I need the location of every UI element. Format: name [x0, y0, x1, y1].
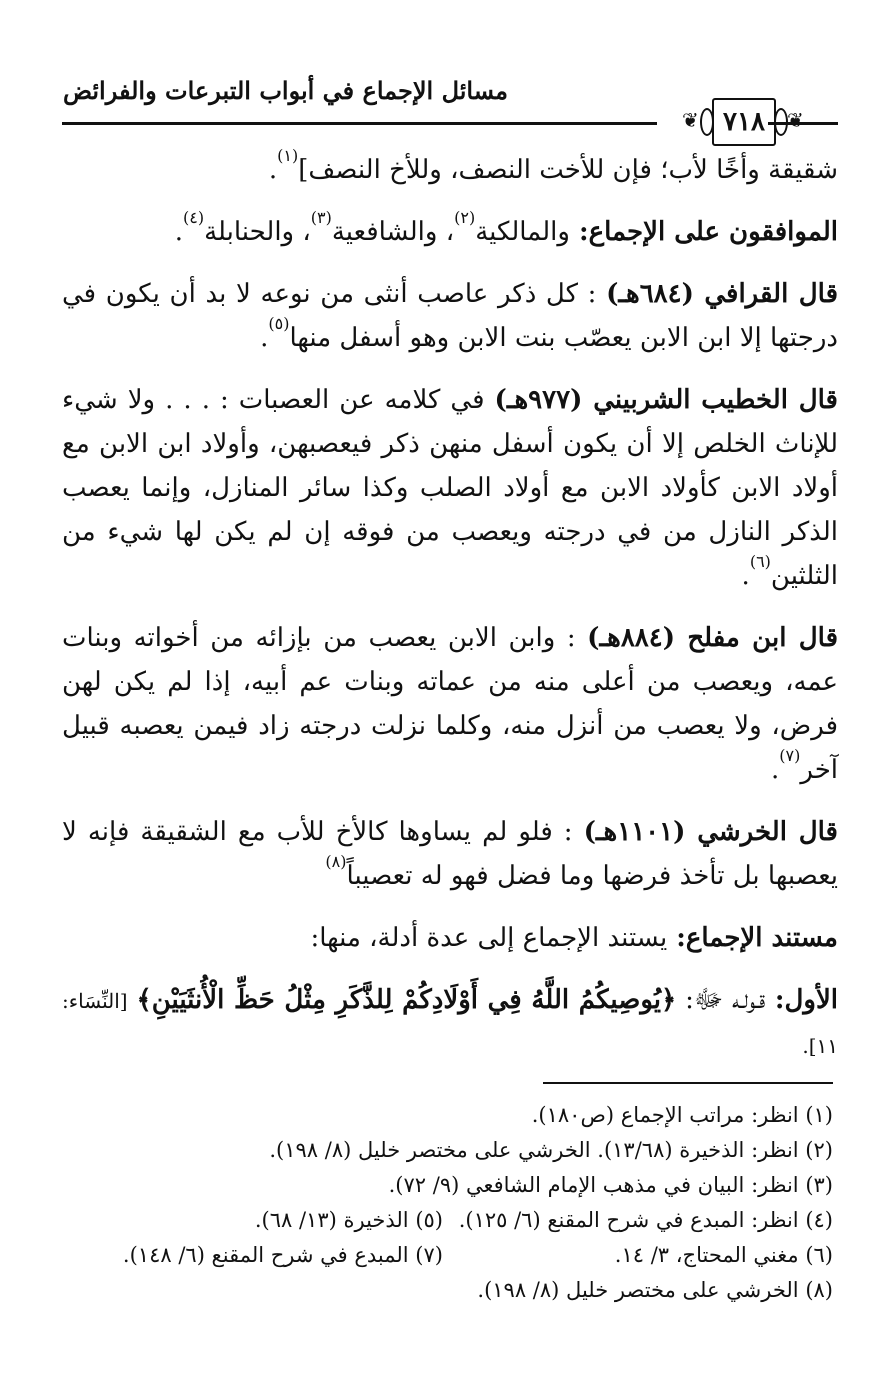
header-rule-left: [62, 122, 657, 125]
footnote: (٨) الخرشي على مختصر خليل (٨/ ١٩٨).: [477, 1278, 833, 1302]
footnote-row: [47, 1203, 833, 1238]
paragraph: قال القرافي (٦٨٤هـ) : كل ذكر عاصب أنثى من نوعه لا بد أن يكون في درجتها إلا ابن الابن يعصّب بنت الابن وهو أسفل منها$^{(٥)}$.: [62, 279, 838, 353]
paragraph: مستند الإجماع: يستند الإجماع إلى عدة أدلة، منها:: [310, 923, 838, 953]
footnotes: [47, 1098, 833, 1308]
footnote: (١) انظر: مراتب الإجماع (ص١٨٠).: [531, 1103, 833, 1127]
page-number: ٧١٨: [712, 98, 776, 146]
footnote: (٤) انظر: المبدع في شرح المقنع (٦/ ١٢٥).: [458, 1208, 833, 1232]
paragraph: الأول: قـولـه ﷻ: ﴿يُوصِيكُمُ اللَّهُ فِي أَوْلَادِكُمْ لِلذَّكَرِ مِثْلُ حَظِّ الْأُنثَيَيْنِ﴾ [النِّسَاء: ١١].: [62, 985, 838, 1058]
verse-reference: [النِّسَاء: ١١].: [62, 989, 838, 1058]
footnote: (٢) انظر: الذخيرة (١٣/٦٨). الخرشي على مختصر خليل (٨/ ١٩٨).: [269, 1138, 833, 1162]
quran-verse: ﴿يُوصِيكُمُ اللَّهُ فِي أَوْلَادِكُمْ لِلذَّكَرِ مِثْلُ حَظِّ الْأُنثَيَيْنِ﴾: [136, 985, 677, 1015]
ornament-icon: ❦: [787, 108, 804, 132]
footnote: (٦) مغني المحتاج، ٣/ ١٤.: [614, 1243, 833, 1267]
footnote-separator: [543, 1082, 833, 1084]
footnote-row: [47, 1238, 833, 1273]
running-title: مسائل الإجماع في أبواب التبرعات والفرائض: [62, 76, 508, 105]
footnote: (٣) انظر: البيان في مذهب الإمام الشافعي (٩/ ٧٢).: [388, 1173, 833, 1197]
page-header: [62, 70, 838, 137]
paragraph: شقيقة وأخًا لأب؛ فإن للأخت النصف، وللأخ النصف]$^{(١)}$.: [268, 146, 838, 185]
paragraph: قال الخطيب الشربيني (٩٧٧هـ) في كلامه عن العصبات : . . . ولا شيء للإناث الخلص إلا أن يكون أسفل منهن ذكر فيعصبهن، وأولاد ابن الابن مع أولاد الابن كأولاد الابن مع أولاد الصلب وكذا سائر المنازل، وإنما يعصب الذكر النازل من في درجته ويعصب من فوقه إن لم يكن لها شيء من الثلثين$^{(٦)}$.: [62, 385, 839, 591]
ornament-icon: ❦: [682, 108, 699, 132]
footnote: (٧) المبدع في شرح المقنع (٦/ ١٤٨).: [122, 1243, 443, 1267]
section-lead: الأول:: [765, 985, 838, 1015]
main-text: [62, 148, 838, 1086]
section-lead: قال الخرشي (١١٠١هـ): [583, 817, 838, 847]
section-lead: قال الخطيب الشربيني (٩٧٧هـ): [494, 385, 838, 415]
section-lead: مستند الإجماع:: [667, 923, 838, 953]
paragraph: قال الخرشي (١١٠١هـ) : فلو لم يساوها كالأخ للأب مع الشقيقة فإنه لا يعصبها بل تأخذ فرضها وما فضل فهو له تعصيباً$^{(٨)}$: [62, 817, 838, 891]
section-lead: الموافقون على الإجماع:: [569, 217, 838, 247]
footnote: (٥) الذخيرة (١٣/ ٦٨).: [254, 1208, 443, 1232]
paragraph: قال ابن مفلح (٨٨٤هـ) : وابن الابن يعصب من بإزائه من أخواته وبنات عمه، ويعصب من أعلى منه من عماته وبنات عم أبيه، إذا لم يكن لهن فرض، ولا يعصب من أنزل منه، وكلما نزلت درجته زاد فيمن يعصبه قبيل آخر$^{(٧)}$.: [62, 623, 838, 785]
section-lead: قال ابن مفلح (٨٨٤هـ): [587, 623, 838, 653]
section-lead: قال القرافي (٦٨٤هـ): [606, 279, 838, 309]
paragraph: الموافقون على الإجماع: والمالكية$^{(٢)}$، والشافعية$^{(٣)}$، والحنابلة$^{(٤)}$.: [174, 208, 838, 247]
